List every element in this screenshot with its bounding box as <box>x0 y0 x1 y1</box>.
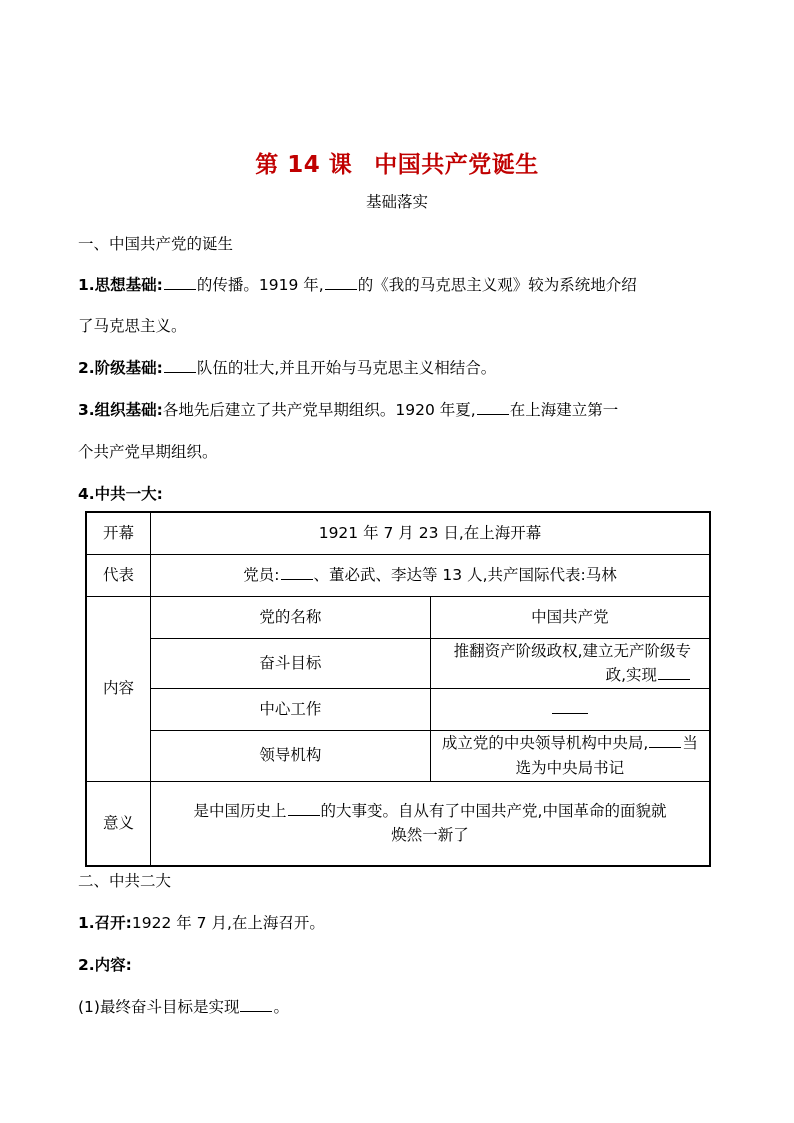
table-cell: 1921 年 7 月 23 日,在上海开幕 <box>151 512 711 554</box>
table-row <box>86 689 710 731</box>
item-ideology-label: 1.思想基础: <box>78 276 163 294</box>
table-cell: 奋斗目标 <box>151 638 431 689</box>
blank <box>649 731 681 748</box>
table-cell: 内容 <box>86 596 151 781</box>
table-row <box>86 596 710 638</box>
table-cell: 开幕 <box>86 512 151 554</box>
table-cell: 成立党的中央领导机构中央局, 当选为中央局书记 <box>430 731 710 782</box>
table-row <box>86 638 710 689</box>
item-class: 2.阶级基础: 队伍的壮大,并且开始与马克思主义相结合。 <box>78 356 496 378</box>
blank <box>164 356 196 373</box>
table-cell: 推翻资产阶级政权,建立无产阶级专政,实现 <box>430 638 710 689</box>
table-cell <box>430 689 710 731</box>
blank <box>325 273 357 290</box>
blank <box>164 273 196 290</box>
table-cell: 领导机构 <box>151 731 431 782</box>
item-convene: 1.召开:1922 年 7 月,在上海召开。 <box>78 914 325 932</box>
blank <box>552 697 588 714</box>
item-first-congress <box>78 482 163 504</box>
item-ideology-cont: 了马克思主义。 <box>78 317 187 335</box>
lesson-number: 第 14 课 <box>255 152 353 178</box>
item-organization-cont: 个共产党早期组织。 <box>78 443 218 461</box>
blank <box>477 398 509 415</box>
section2-heading: 二、中共二大 <box>78 872 172 890</box>
section-subtitle: 基础落实 <box>365 193 428 211</box>
lesson-title <box>0 146 794 179</box>
item-organization-label: 3.组织基础: <box>78 401 163 419</box>
table-cell: 中心工作 <box>151 689 431 731</box>
first-congress-table <box>85 511 711 867</box>
item-first-congress-label: 4.中共一大: <box>78 485 163 503</box>
item-content-label: 2.内容: <box>78 956 132 974</box>
table-row <box>86 554 710 596</box>
blank <box>288 799 320 816</box>
section1-heading: 一、中国共产党的诞生 <box>78 235 234 253</box>
table-cell: 意义 <box>86 781 151 866</box>
table-row <box>86 512 710 554</box>
item-content <box>78 953 132 975</box>
table-cell: 是中国历史上 的大事变。自从有了中国共产党,中国革命的面貌就 焕然一新了 <box>151 781 711 866</box>
table-cell: 党的名称 <box>151 596 431 638</box>
item-convene-label: 1.召开: <box>78 914 132 932</box>
table-cell: 中国共产党 <box>430 596 710 638</box>
item-ultimate-goal: (1)最终奋斗目标是实现 。 <box>78 995 289 1017</box>
lesson-name: 中国共产党诞生 <box>374 152 539 178</box>
blank <box>240 995 272 1012</box>
item-class-label: 2.阶级基础: <box>78 359 163 377</box>
table-row <box>86 731 710 782</box>
table-cell: 代表 <box>86 554 151 596</box>
table-cell: 党员: 、董必武、李达等 13 人,共产国际代表:马林 <box>151 554 711 596</box>
blank <box>281 563 313 580</box>
item-ideology: 1.思想基础: 的传播。1919 年, 的《我的马克思主义观》较为系统地介绍 <box>78 273 637 295</box>
table-row <box>86 781 710 866</box>
blank <box>658 663 690 680</box>
item-organization: 3.组织基础:各地先后建立了共产党早期组织。1920 年夏, 在上海建立第一 <box>78 398 618 420</box>
